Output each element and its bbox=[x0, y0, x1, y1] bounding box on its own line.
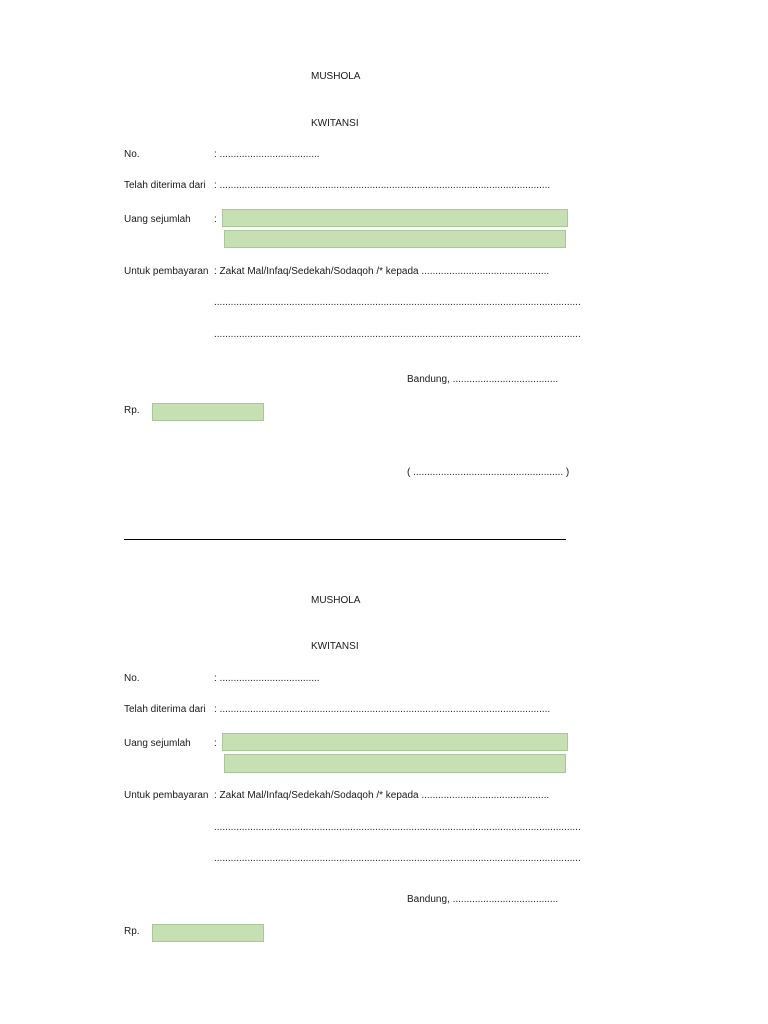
purpose-line-3: .................................................................................................................................... bbox=[214, 853, 581, 864]
received-from-label: Telah diterima dari bbox=[124, 180, 206, 191]
rp-label: Rp. bbox=[124, 405, 140, 416]
place-date: Bandung, ...................................... bbox=[407, 374, 559, 385]
purpose-label: Untuk pembayaran bbox=[124, 266, 209, 277]
amount-colon: : bbox=[214, 738, 217, 749]
receipt-title: KWITANSI bbox=[311, 118, 359, 129]
amount-label: Uang sejumlah bbox=[124, 738, 191, 749]
amount-words-field-1[interactable] bbox=[222, 733, 568, 751]
rp-amount-field[interactable] bbox=[152, 403, 264, 421]
purpose-line-2: .................................................................................................................................... bbox=[214, 822, 581, 833]
amount-colon: : bbox=[214, 214, 217, 225]
purpose-label: Untuk pembayaran bbox=[124, 790, 209, 801]
purpose-value: : Zakat Mal/Infaq/Sedekah/Sodaqoh /* kepada .............................................. bbox=[214, 266, 550, 277]
received-from-value: : ....................................................................................................................... bbox=[214, 180, 551, 191]
no-value: : .................................... bbox=[214, 149, 320, 160]
no-label: No. bbox=[124, 149, 140, 160]
amount-label: Uang sejumlah bbox=[124, 214, 191, 225]
amount-words-field-2[interactable] bbox=[224, 754, 566, 773]
received-from-label: Telah diterima dari bbox=[124, 704, 206, 715]
amount-words-field-2[interactable] bbox=[224, 230, 566, 248]
signature-line: ( ...................................................... ) bbox=[407, 467, 570, 478]
no-label: No. bbox=[124, 673, 140, 684]
rp-amount-field[interactable] bbox=[152, 924, 264, 942]
amount-words-field-1[interactable] bbox=[222, 209, 568, 227]
place-date: Bandung, ...................................... bbox=[407, 894, 559, 905]
org-name: MUSHOLA bbox=[311, 71, 361, 82]
cut-line-divider bbox=[124, 539, 566, 540]
no-value: : .................................... bbox=[214, 673, 320, 684]
purpose-line-3: .................................................................................................................................... bbox=[214, 329, 581, 340]
purpose-line-2: .................................................................................................................................... bbox=[214, 297, 581, 308]
org-name: MUSHOLA bbox=[311, 595, 361, 606]
receipt-title: KWITANSI bbox=[311, 641, 359, 652]
rp-label: Rp. bbox=[124, 926, 140, 937]
purpose-value: : Zakat Mal/Infaq/Sedekah/Sodaqoh /* kepada .............................................. bbox=[214, 790, 550, 801]
received-from-value: : ....................................................................................................................... bbox=[214, 704, 551, 715]
